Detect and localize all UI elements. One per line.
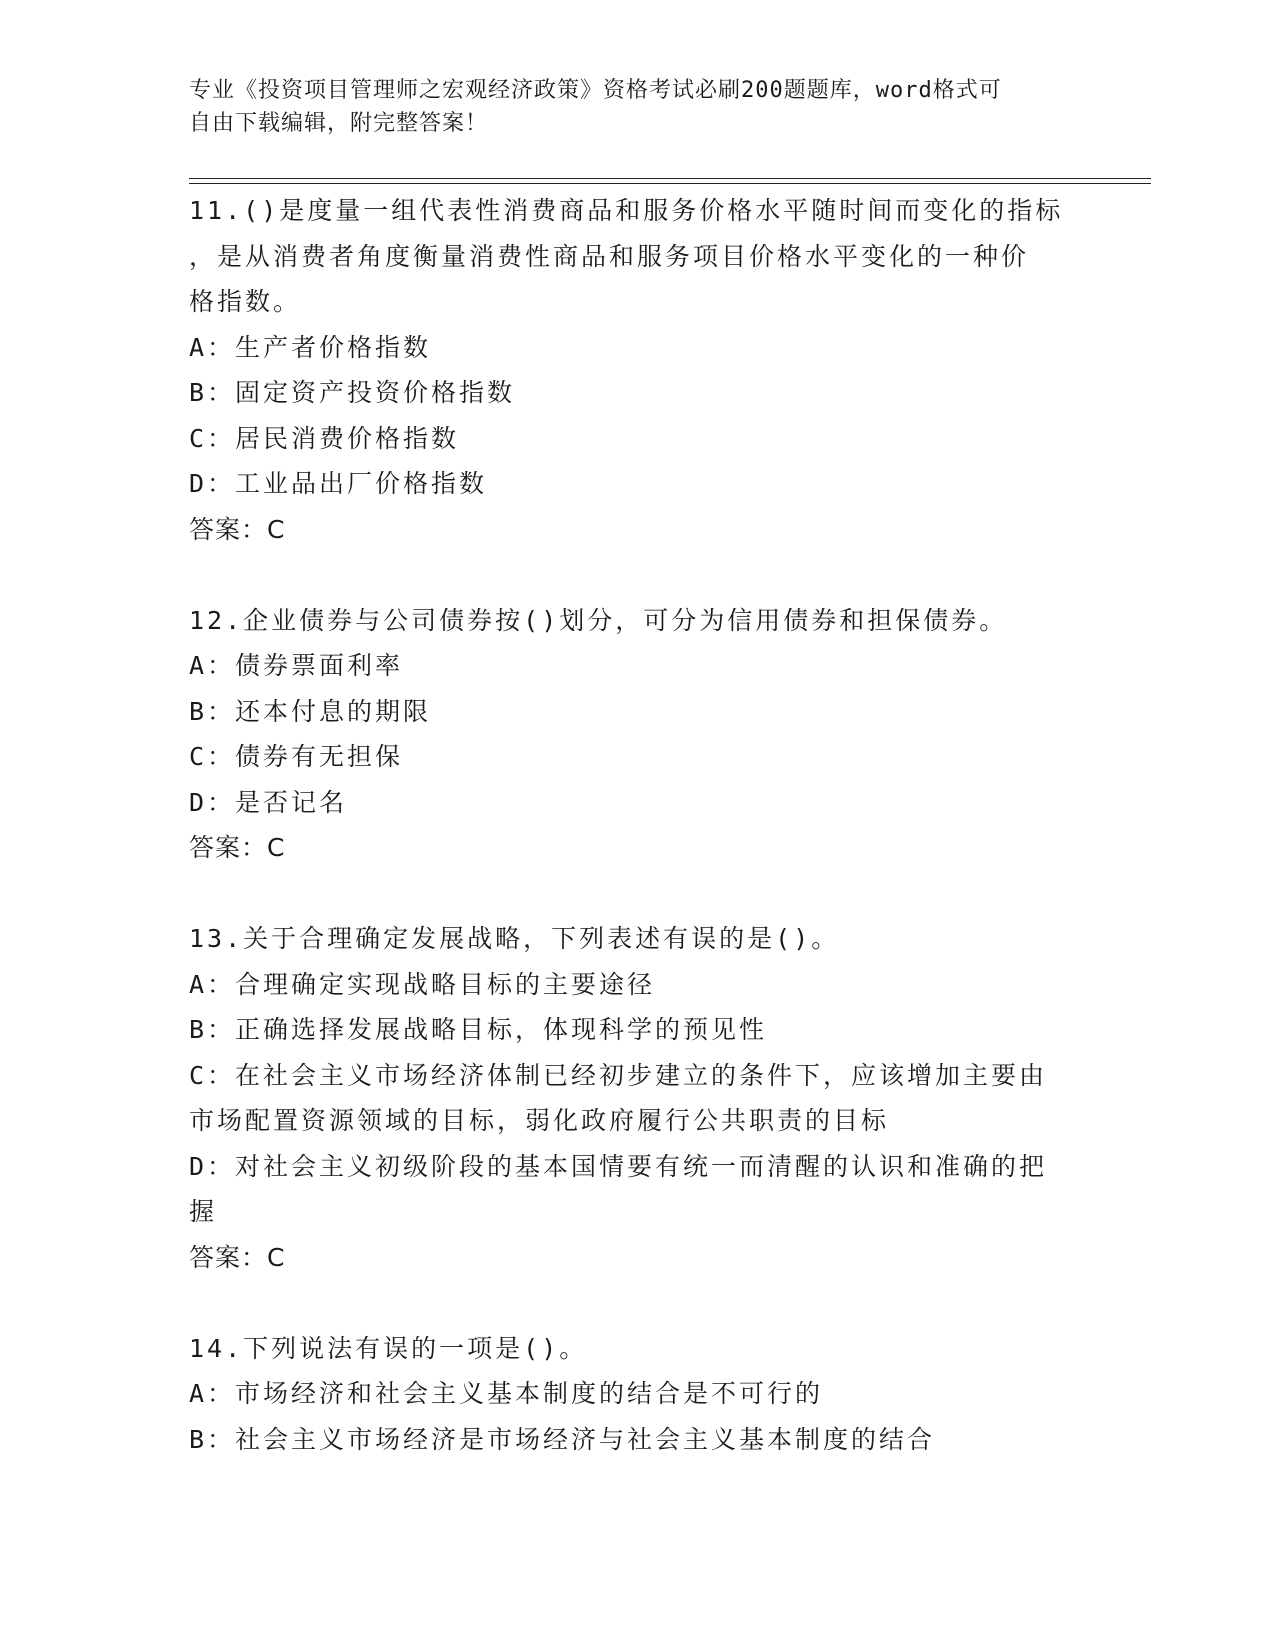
header-rule-top	[189, 178, 1151, 179]
header-line-1: 专业《投资项目管理师之宏观经济政策》资格考试必刷200题题库，word格式可	[189, 78, 1002, 103]
option-c: C：在社会主义市场经济体制已经初步建立的条件下，应该增加主要由	[189, 1060, 1048, 1090]
option-c: C：居民消费价格指数	[189, 423, 460, 453]
option-d: D：工业品出厂价格指数	[189, 469, 488, 498]
option-b: B：社会主义市场经济是市场经济与社会主义基本制度的结合	[189, 1424, 936, 1454]
option-a: A：生产者价格指数	[189, 332, 432, 362]
option-c: C：债券有无担保	[189, 742, 404, 771]
option-b: B：正确选择发展战略目标，体现科学的预见性	[189, 1015, 768, 1044]
option-a: A：合理确定实现战略目标的主要途径	[189, 969, 656, 999]
question-spacer	[189, 871, 1079, 917]
question-spacer	[189, 552, 1079, 598]
option-a: A：市场经济和社会主义基本制度的结合是不可行的	[189, 1379, 824, 1408]
question-12	[189, 598, 1079, 871]
question-stem-line: 格指数。	[189, 287, 302, 316]
question-13	[189, 916, 1079, 1280]
answer: 答案：C	[189, 833, 286, 862]
option-b: B：还本付息的期限	[189, 696, 432, 726]
option-d-continued: 握	[189, 1197, 218, 1226]
question-11	[189, 188, 1079, 552]
header-line-2: 自由下载编辑，附完整答案！	[189, 111, 489, 136]
question-stem-line: 14.下列说法有误的一项是()。	[189, 1333, 588, 1363]
option-a: A：债券票面利率	[189, 651, 404, 680]
question-stem-line: ，是从消费者角度衡量消费性商品和服务项目价格水平变化的一种价	[189, 241, 1030, 271]
question-spacer	[189, 1280, 1079, 1326]
option-d: D：是否记名	[189, 787, 348, 817]
answer: 答案：C	[189, 514, 286, 544]
option-c-continued: 市场配置资源领域的目标，弱化政府履行公共职责的目标	[189, 1106, 890, 1135]
answer: 答案：C	[189, 1242, 286, 1272]
option-b: B：固定资产投资价格指数	[189, 378, 516, 407]
question-list	[189, 188, 1079, 1462]
question-stem-line: 12.企业债券与公司债券按()划分，可分为信用债券和担保债券。	[189, 605, 1008, 635]
question-14	[189, 1326, 1079, 1463]
header-rule-bottom	[189, 183, 1151, 184]
question-stem-line: 13.关于合理确定发展战略，下列表述有误的是()。	[189, 924, 840, 953]
question-stem-line: 11.()是度量一组代表性消费商品和服务价格水平随时间而变化的指标	[189, 196, 1064, 225]
document-header	[189, 74, 1069, 140]
option-d: D：对社会主义初级阶段的基本国情要有统一而清醒的认识和准确的把	[189, 1151, 1048, 1181]
